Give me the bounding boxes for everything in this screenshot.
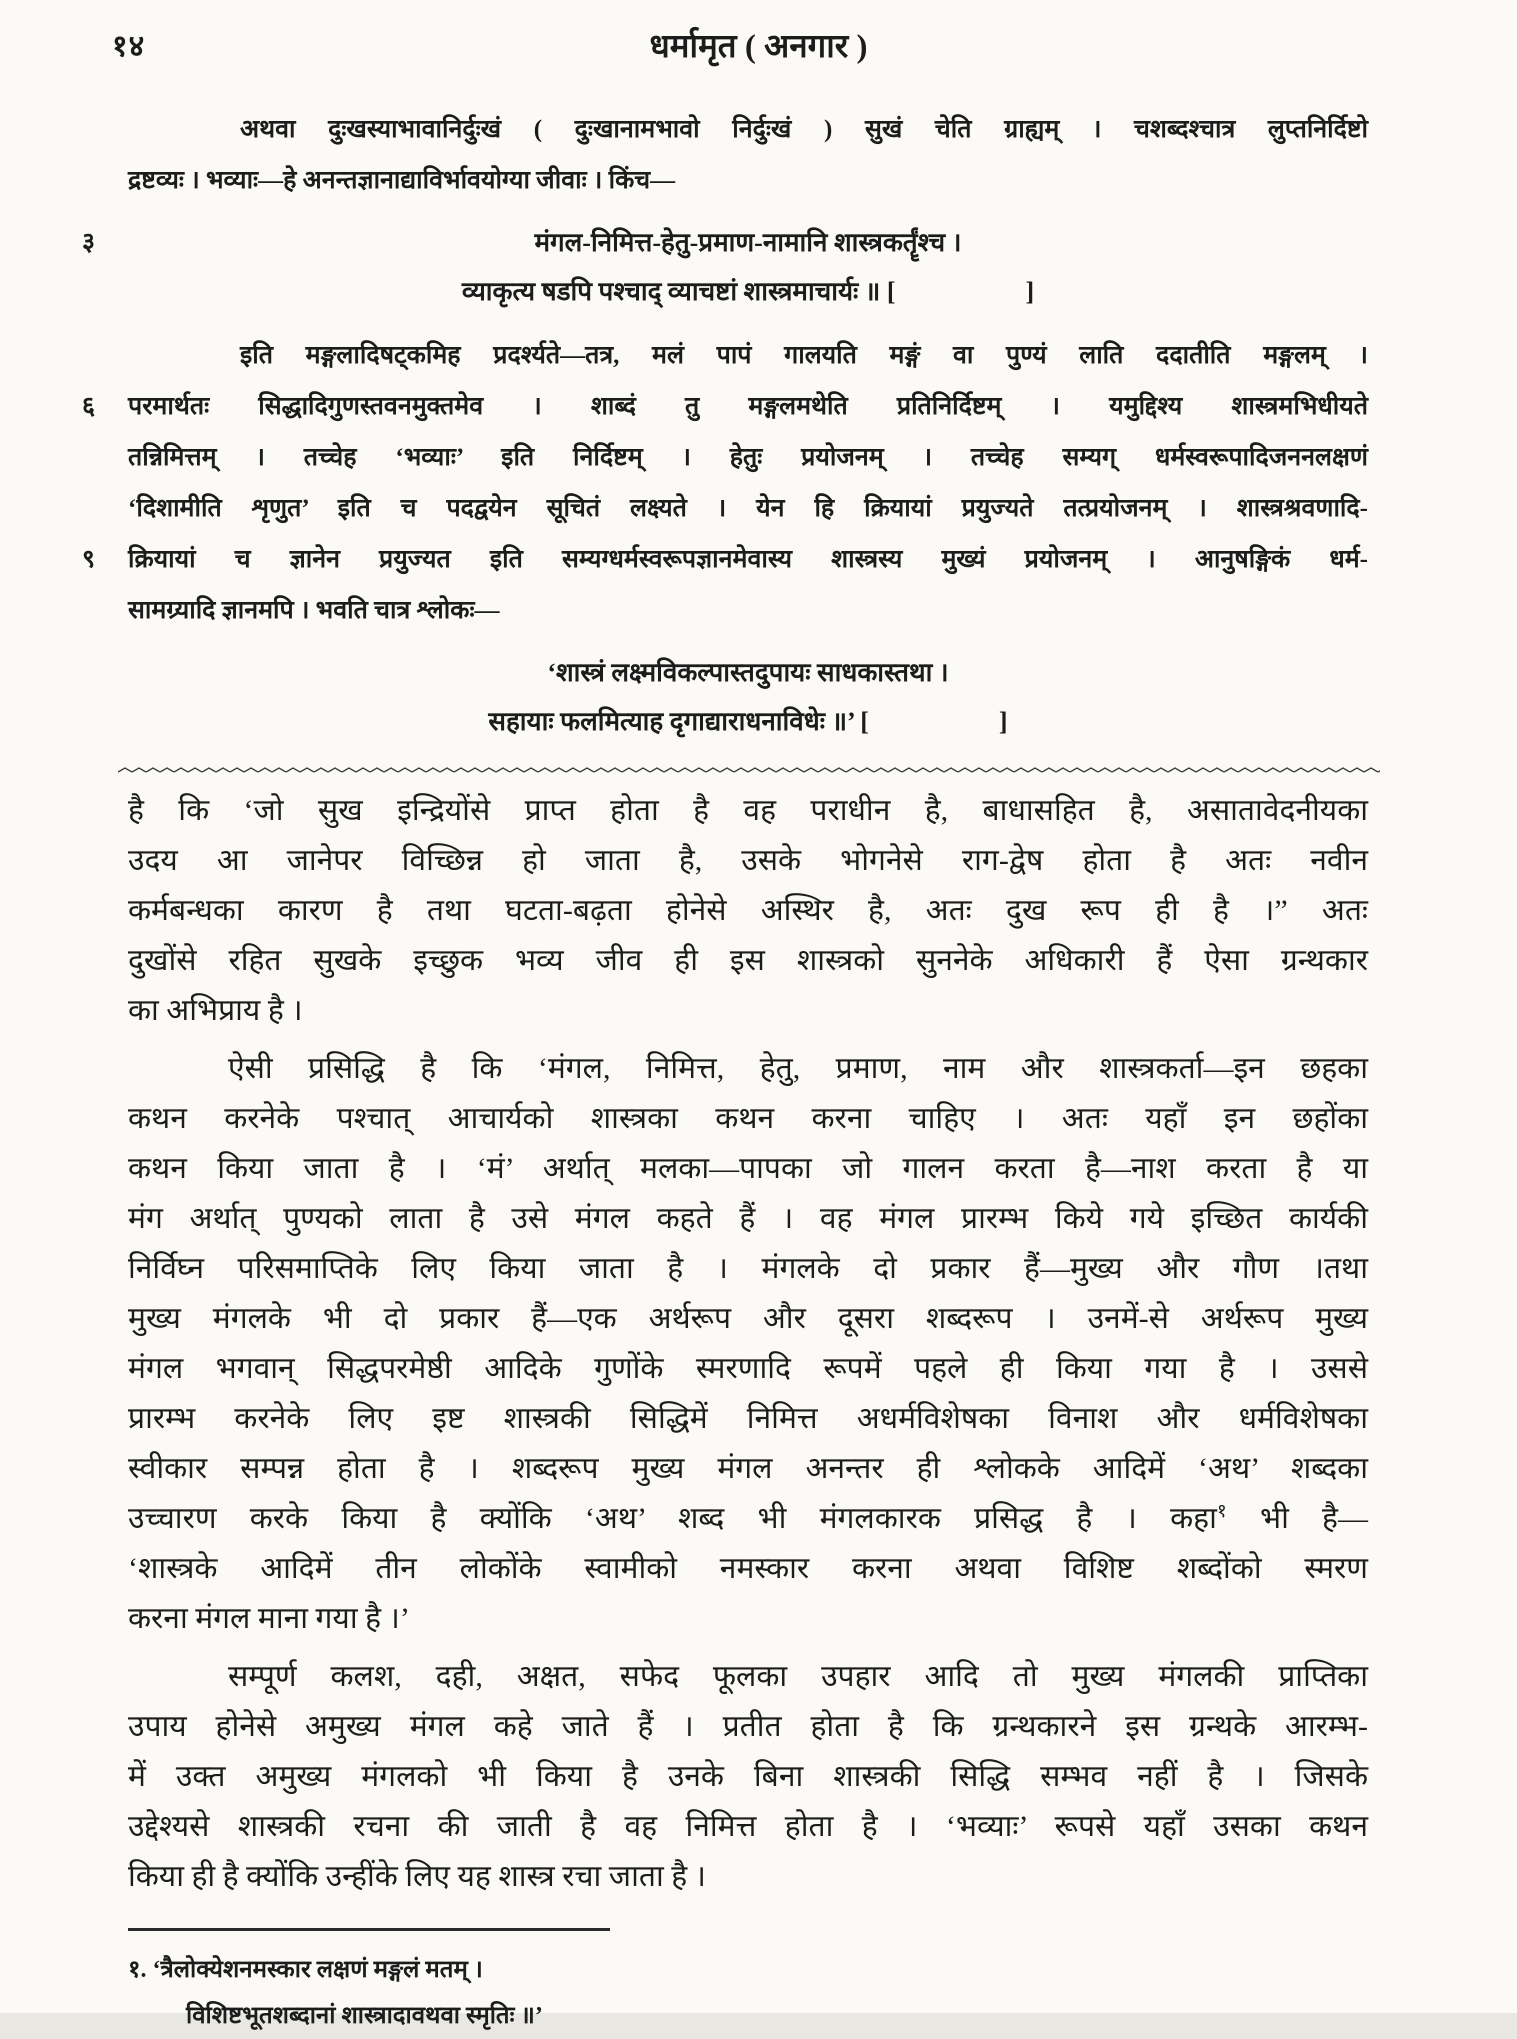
sanskrit-line: सामग्र्यादि ज्ञानमपि । भवति चात्र श्लोकः— [128,597,500,624]
sanskrit-line: द्रष्टव्यः । भव्याः—हे अनन्तज्ञानाद्याविर्भावयोग्या जीवाः । किंच— [128,167,676,194]
footnote-rule [128,1928,610,1931]
wavy-divider [118,762,1368,780]
hindi-line: निर्विघ्न परिसमाप्तिके लिए किया जाता है । मंगलके दो प्रकार हैं—मुख्य और गौण ।तथा [128,1252,1368,1285]
hindi-paragraph [128,1652,1368,1902]
hindi-line: उदय आ जानेपर विच्छिन्न हो जाता है, उसके भोगनेसे राग-द्वेष होता है अतः नवीन [128,844,1368,877]
sanskrit-line-text: परमार्थतः सिद्धादिगुणस्तवनमुक्तमेव । शाब्दं तु मङ्गलमथेति प्रतिनिर्दिष्टम् । यमुद्दिश्य शास्त्रमभिधीयते [128,393,1368,420]
sanskrit-line: तन्निमित्तम् । तच्चेह ‘भव्याः’ इति निर्दिष्टम् । हेतुः प्रयोजनम् । तच्चेह सम्यग् धर्मस्वरूपादिजननलक्षणं [128,444,1368,471]
hindi-line: सम्पूर्ण कलश, दही, अक्षत, सफेद फूलका उपहार आदि तो मुख्य मंगलकी प्राप्तिका [228,1660,1368,1693]
margin-line-number: ३ [82,229,96,256]
page-number: १४ [112,30,146,63]
hindi-commentary-section [128,786,1368,1902]
sanskrit-line [82,381,1368,432]
page-header [0,0,1517,74]
hindi-line: कथन किया जाता है । ‘मं’ अर्थात् मलका—पापका जो गालन करता है—नाश करता है या [128,1152,1368,1185]
sanskrit-verse [82,218,1368,316]
hindi-line: उपाय होनेसे अमुख्य मंगल कहे जाते हैं । प्रतीत होता है कि ग्रन्थकारने इस ग्रन्थके आरम्भ- [128,1710,1368,1743]
footnote-line: १. ‘त्रैलोक्येशनमस्कार लक्षणं मङ्गलं मतम् । [128,1957,483,1983]
hindi-line: कर्मबन्धका कारण है तथा घटता-बढ़ता होनेसे अस्थिर है, अतः दुख रूप ही है ।” अतः [128,894,1368,927]
hindi-line-text: उच्चारण करके किया है क्योंकि ‘अथ’ शब्द भी मंगलकारक प्रसिद्ध है । कहा [128,1502,1217,1535]
hindi-line: में उक्त अमुख्य मंगलको भी किया है उनके बिना शास्त्रकी सिद्धि सम्भव नहीं है । जिसके [128,1760,1368,1793]
hindi-line: मंगल भगवान् सिद्धपरमेष्ठी आदिके गुणोंके स्मरणादि रूपमें पहले ही किया गया है । उससे [128,1352,1368,1385]
hindi-line: प्रारम्भ करनेके लिए इष्ट शास्त्रकी सिद्धिमें निमित्त अधर्मविशेषका विनाश और धर्मविशेषका [128,1402,1368,1435]
hindi-line: स्वीकार सम्पन्न होता है । शब्दरूप मुख्य मंगल अनन्तर ही श्लोकके आदिमें ‘अथ’ शब्दका [128,1452,1368,1485]
hindi-line: दुखोंसे रहित सुखके इच्छुक भव्य जीव ही इस शास्त्रको सुननेके अधिकारी हैं ऐसा ग्रन्थकार [128,944,1368,977]
hindi-line: है कि ‘जो सुख इन्द्रियोंसे प्राप्त होता है वह पराधीन है, बाधासहित है, असातावेदनीयका [128,794,1368,827]
hindi-line-with-footnote-ref [128,1494,1368,1544]
hindi-line: मंग अर्थात् पुण्यको लाता है उसे मंगल कहते हैं । वह मंगल प्रारम्भ किये गये इच्छित कार्यकी [128,1202,1368,1235]
verse-line: ‘शास्त्रं लक्ष्मविकल्पास्तदुपायः साधकास्तथा । [547,658,949,687]
hindi-line-text: भी है— [1226,1502,1368,1535]
hindi-line: कथन करनेके पश्चात् आचार्यको शास्त्रका कथन करना चाहिए । अतः यहाँ इन छहोंका [128,1102,1368,1135]
sanskrit-line-text: क्रियायां च ज्ञानेन प्रयुज्यत इति सम्यग्धर्मस्वरूपज्ञानमेवास्य शास्त्रस्य मुख्यं प्रयोजनम् । आनुषङ्गिकं धर्म- [128,546,1368,573]
sanskrit-line: अथवा दुःखस्याभावानिर्दुःखं ( दुःखानामभावो निर्दुःखं ) सुखं चेति ग्राह्यम् । चशब्दश्चात्र लुप्तनिर्दिष्टो [240,116,1368,143]
sanskrit-line: ‘दिशामीति शृणुत’ इति च पदद्वयेन सूचितं लक्ष्यते । येन हि क्रियायां प्रयुज्यते तत्प्रयोजनम् । शास्त्रश्रवणादि- [128,495,1368,522]
verse-line: व्याकृत्य षडपि पश्चाद् व्याचष्टां शास्त्रमाचार्यः ॥ [ ] [461,277,1035,306]
sanskrit-commentary-section [82,104,1368,746]
hindi-line: किया ही है क्योंकि उन्हींके लिए यह शास्त्र रचा जाता है । [128,1860,707,1893]
verse-line: मंगल-निमित्त-हेतु-प्रमाण-नामानि शास्त्रकर्तॄंश्च । [534,228,962,257]
sanskrit-line [82,534,1368,585]
hindi-line: ‘शास्त्रके आदिमें तीन लोकोंके स्वामीको नमस्कार करना अथवा विशिष्ट शब्दोंको स्मरण [128,1552,1368,1585]
page-content [82,104,1368,2039]
hindi-line: का अभिप्राय है । [128,994,303,1027]
footnote-marker: १ [1216,1501,1227,1522]
hindi-paragraph [128,786,1368,1036]
footnote-line: विशिष्टभूतशब्दानां शास्त्रादावथवा स्मृतिः ॥’ [186,2003,543,2029]
verse-line: सहायाः फलमित्याह दृगाद्याराधनाविधेः ॥’ [ ] [488,707,1008,736]
page-title: धर्मामृत ( अनगार ) [649,29,868,65]
hindi-line: ऐसी प्रसिद्धि है कि ‘मंगल, निमित्त, हेतु, प्रमाण, नाम और शास्त्रकर्ता—इन छहका [228,1052,1368,1085]
hindi-line: करना मंगल माना गया है ।’ [128,1602,410,1635]
sanskrit-line: इति मङ्गलादिषट्कमिह प्रदर्श्यते—तत्र, मलं पापं गालयति मङ्गं वा पुण्यं लाति ददातीति मङ्गलम् । [240,342,1368,369]
hindi-paragraph [128,1044,1368,1644]
hindi-line: उद्देश्यसे शास्त्रकी रचना की जाती है वह निमित्त होता है । ‘भव्याः’ रूपसे यहाँ उसका कथन [128,1810,1368,1843]
sanskrit-verse [128,648,1368,746]
margin-line-number: ९ [82,546,96,573]
margin-line-number: ६ [82,393,96,420]
hindi-line: मुख्य मंगलके भी दो प्रकार हैं—एक अर्थरूप और दूसरा शब्दरूप । उनमें-से अर्थरूप मुख्य [128,1302,1368,1335]
